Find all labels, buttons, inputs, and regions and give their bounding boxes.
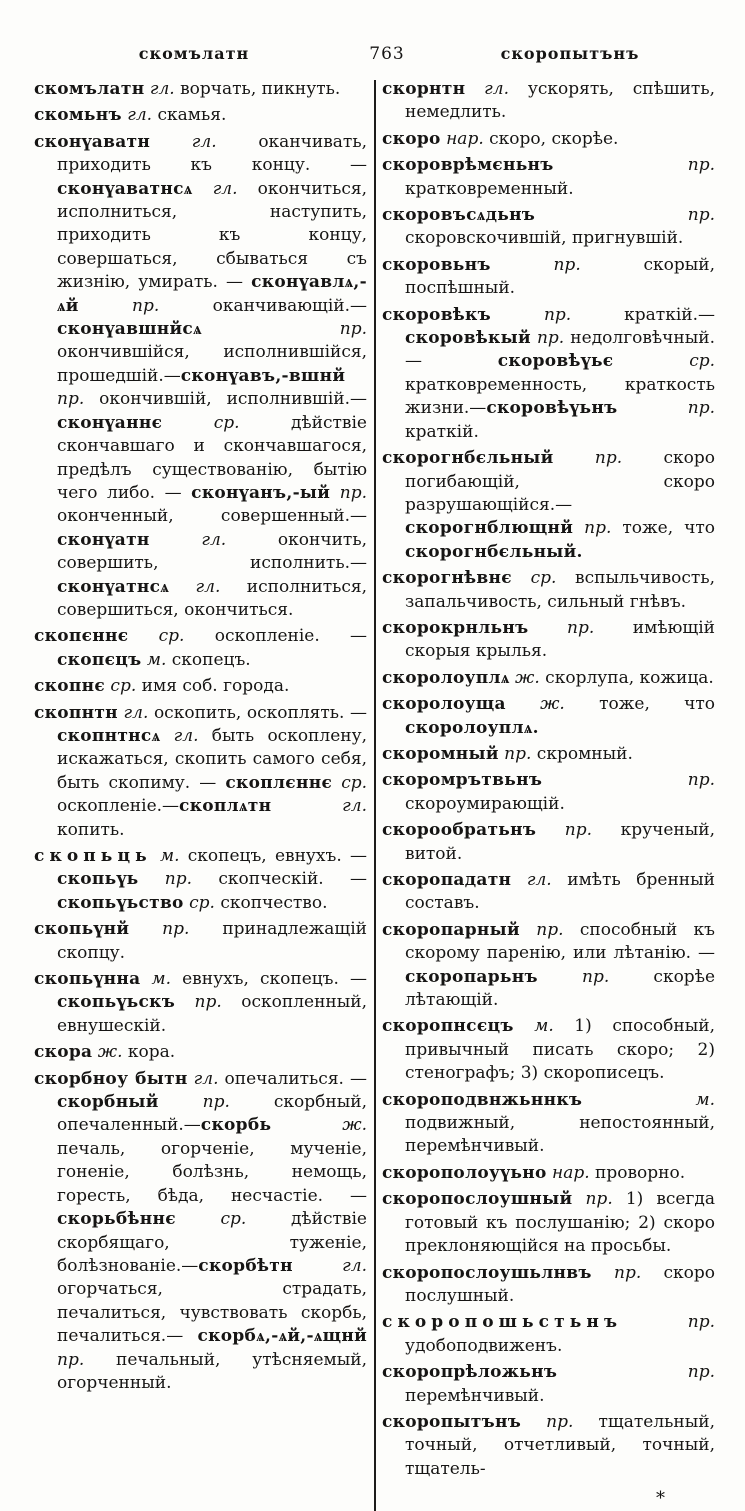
headword: скорогнбєльный: [382, 448, 554, 469]
definition-text: оскопить, оскоплять. —: [148, 702, 367, 723]
headword: скоплѧтн: [179, 796, 272, 817]
headword: сконүаватн: [34, 131, 151, 152]
headword: сконүавлѧ,-ѧй: [57, 272, 367, 316]
grammar-abbreviation: пр.: [542, 770, 715, 791]
headword: скоровѣүьє: [497, 351, 614, 372]
headword: скорогнбєльный.: [405, 541, 583, 562]
grammar-abbreviation: пр.: [57, 1349, 85, 1370]
grammar-abbreviation: пр.: [201, 319, 367, 340]
definition-text: способный къ скорому паренію, или лѣтанію. —: [405, 919, 715, 964]
headword: сконүаннє: [57, 412, 163, 433]
definition-text: тоже, что: [611, 518, 715, 539]
grammar-abbreviation: гл.: [187, 1068, 219, 1089]
grammar-abbreviation: ср.: [613, 351, 715, 372]
dictionary-entry: [382, 693, 715, 740]
grammar-abbreviation: пр.: [57, 389, 85, 410]
page-number: 763: [369, 44, 405, 64]
headword: скоропытънъ: [382, 1411, 522, 1432]
dictionary-entry: [34, 131, 367, 623]
headword: скоропарьнъ: [405, 966, 538, 987]
headword: скопнтнсѧ: [57, 725, 161, 746]
definition-text: печаль, огорченіе, мученіе, гоненіе, болѣзнь, немощь, горесть, бѣда, несчастіе. —: [57, 1138, 367, 1206]
grammar-abbreviation: нар.: [440, 128, 484, 149]
headword: сконүатн: [57, 529, 150, 550]
grammar-abbreviation: гл.: [192, 178, 238, 199]
definition-text: оканчивающій.—: [159, 295, 367, 316]
headword: скоровъсѧдьнъ: [382, 205, 536, 226]
dictionary-entry: [382, 567, 715, 614]
definition-text: скоровскочившій, пригнувшій.: [405, 228, 684, 249]
dictionary-entry: [382, 254, 715, 301]
definition-text: подвижный, непостоянный, перемѣнчивый.: [405, 1113, 715, 1157]
definition-text: скорбный, опечаленный.—: [57, 1092, 368, 1136]
grammar-abbreviation: м.: [141, 649, 167, 670]
text-columns: [34, 78, 721, 1511]
headword: сконүавъ,-вшнй: [180, 365, 346, 386]
definition-text: имѣть бренный составъ.: [405, 870, 715, 914]
dictionary-entry: [382, 919, 715, 1013]
definition-text: огорчаться, страдать, печалиться, чувствовать скорбь, печалиться.—: [57, 1279, 367, 1347]
headword: сконүавшнйсѧ: [57, 319, 202, 340]
headword: скоролоуплѧ: [382, 667, 510, 688]
definition-text: оканчивать, приходить къ концу. —: [57, 131, 367, 176]
headword: скорополоуүьно: [382, 1162, 547, 1183]
definition-text: окончиться, исполниться, наступить, приходить къ концу, совершаться, сбываться съ жизнію, умирать. —: [57, 178, 367, 293]
grammar-abbreviation: пр.: [553, 448, 623, 469]
definition-text: крученый, витой.: [405, 820, 715, 864]
headword: скорогнѣвнє: [382, 568, 512, 589]
grammar-abbreviation: м.: [151, 846, 180, 866]
definition-text: скорый, поспѣшный.: [405, 254, 715, 299]
grammar-abbreviation: гл.: [117, 702, 149, 723]
dictionary-entry: [34, 1041, 367, 1064]
grammar-abbreviation: пр.: [617, 398, 715, 419]
right-column: [382, 78, 715, 1511]
grammar-abbreviation: нар.: [546, 1162, 590, 1183]
grammar-abbreviation: м.: [513, 1016, 554, 1037]
grammar-abbreviation: гл.: [144, 79, 175, 99]
grammar-abbreviation: пр.: [330, 482, 367, 503]
dictionary-entry: [34, 625, 367, 672]
grammar-abbreviation: ср.: [511, 568, 557, 589]
headword: скопьүь: [57, 869, 139, 890]
dictionary-entry: [34, 1068, 367, 1396]
definition-text: кратковременность, краткость жизни.—: [405, 374, 715, 419]
dictionary-entry: [382, 1411, 715, 1481]
dictionary-entry: [382, 1361, 715, 1408]
grammar-abbreviation: ср.: [105, 676, 137, 697]
definition-text: скромный.: [531, 743, 633, 764]
definition-text: скопецъ.: [166, 649, 251, 670]
grammar-abbreviation: гл.: [149, 529, 227, 550]
grammar-abbreviation: м.: [140, 969, 172, 990]
dictionary-entry: [382, 78, 715, 125]
headword: скоролоуща: [382, 694, 506, 715]
definition-text: быть оскоплену, искажаться, скопить самого себя, быть скопиму. —: [57, 725, 367, 793]
headword: скорбноу бытн: [34, 1068, 188, 1089]
headword: сконүаватнсѧ: [57, 178, 193, 199]
definition-text: ворчать, пикнуть.: [174, 79, 341, 99]
definition-text: скопчество.: [214, 892, 328, 913]
dictionary-entry: [382, 743, 715, 766]
definition-text: исполниться, совершиться, окончиться.: [57, 576, 367, 620]
headword: скоропослоушьлнвъ: [382, 1262, 592, 1283]
definition-text: принадлежащій скопцу.: [57, 919, 368, 963]
definition-text: вспыльчивость, запальчивость, сильный гнѣвъ.: [405, 568, 715, 612]
dictionary-entry: [382, 128, 715, 151]
definition-text: печальный, утѣсняемый, огорченный.: [57, 1349, 367, 1393]
footnote-asterisk: *: [656, 1488, 665, 1510]
left-column: [34, 78, 367, 1511]
grammar-abbreviation: гл.: [160, 725, 199, 746]
definition-text: оскопленіе.—: [57, 796, 180, 817]
column-divider-rule: [374, 80, 376, 1511]
grammar-abbreviation: ср.: [183, 892, 215, 913]
grammar-abbreviation: пр.: [129, 919, 190, 940]
headword: скоромный: [382, 743, 499, 764]
definition-text: 1) всегда готовый къ послушанію; 2) скоро преклоняющійся на просьбы.: [405, 1189, 716, 1257]
headword: сконүанъ,-ый: [191, 482, 331, 503]
dictionary-entry: [34, 845, 367, 915]
dictionary-entry: [34, 78, 367, 101]
headword: скоропослоушный: [382, 1189, 573, 1210]
definition-text: оскопленіе. —: [184, 626, 367, 647]
dictionary-entry: [34, 918, 367, 965]
dictionary-entry: [382, 204, 715, 251]
dictionary-entry: [382, 1188, 715, 1258]
definition-text: скопческій. —: [192, 869, 368, 890]
running-head-left-keyword: скомълатн: [138, 44, 250, 63]
definition-text: перемѣнчивый.: [405, 1385, 545, 1406]
definition-text: кора.: [122, 1042, 176, 1063]
grammar-abbreviation: ср.: [162, 412, 240, 433]
definition-text: скоро послушный.: [405, 1262, 715, 1306]
definition-text: скамья.: [152, 105, 227, 126]
headword: скоропадатн: [382, 870, 512, 890]
grammar-abbreviation: пр.: [490, 254, 581, 275]
dictionary-entry: [382, 819, 715, 866]
grammar-abbreviation: гл.: [465, 79, 510, 99]
headword: скорокрнльнъ: [382, 617, 529, 638]
dictionary-entry: [382, 304, 715, 444]
definition-text: краткій.: [405, 421, 479, 442]
headword: скорогнблющнй: [405, 518, 574, 539]
headword: скопьүнй: [34, 919, 130, 940]
grammar-abbreviation: ж.: [92, 1042, 123, 1063]
headword: скопнтн: [34, 702, 118, 723]
headword: скорбѧ,-ѧй,-ѧщнй: [197, 1326, 367, 1347]
headword: скорьбѣннє: [57, 1209, 176, 1230]
headword: скопнє: [34, 676, 106, 697]
grammar-abbreviation: ср.: [128, 626, 185, 647]
grammar-abbreviation: пр.: [573, 518, 612, 539]
headword: скорбный: [57, 1092, 159, 1113]
grammar-abbreviation: пр.: [553, 155, 715, 176]
headword: скопьүьскъ: [57, 992, 176, 1013]
definition-text: окончившійся, исполнившійся, прошедшій.—: [57, 342, 367, 386]
running-head-right-keyword: скоропытънъ: [500, 44, 640, 63]
grammar-abbreviation: м.: [582, 1089, 715, 1110]
running-head: [34, 44, 721, 64]
dictionary-entry: [382, 769, 715, 816]
grammar-abbreviation: пр.: [535, 205, 715, 226]
definition-text: краткій.—: [571, 304, 715, 325]
headword: скопьүнна: [34, 969, 141, 990]
dictionary-entry: [382, 617, 715, 664]
headword: скороподвнжьннкъ: [382, 1089, 583, 1110]
grammar-abbreviation: гл.: [169, 576, 221, 597]
definition-text: скорлупа, кожица.: [539, 667, 714, 688]
definition-text: удобоподвиженъ.: [405, 1335, 563, 1356]
grammar-abbreviation: пр.: [536, 820, 593, 841]
headword: скоровѣкъ: [382, 304, 491, 325]
definition-text: скопецъ, евнухъ. —: [179, 846, 367, 866]
headword: скоровѣкый: [405, 328, 531, 349]
dictionary-entry: [34, 104, 367, 127]
definition-text: тщательный, точный, отчетливый, точный, тщатель-: [405, 1411, 715, 1479]
headword: скопєцъ: [57, 649, 142, 670]
definition-text: имя соб. города.: [136, 676, 290, 697]
definition-text: оконченный, совершенный.—: [57, 506, 367, 527]
dictionary-entry: [382, 1262, 715, 1309]
headword: скопьүьство: [57, 892, 184, 913]
definition-text: окончившій, исполнившій.—: [84, 389, 367, 410]
definition-text: недолговѣчный. —: [405, 328, 715, 372]
definition-text: скоро, скорѣе.: [483, 128, 619, 149]
dictionary-entry: [34, 702, 367, 842]
definition-text: 1) способный, привычный писать скоро; 2) стенографъ; 3) скорописецъ.: [405, 1016, 715, 1084]
definition-text: евнухъ, скопецъ. —: [171, 969, 367, 990]
grammar-abbreviation: ср.: [332, 772, 367, 793]
definition-text: окончить, совершить, исполнить.—: [57, 529, 367, 574]
headword: скоплєннє: [225, 772, 333, 793]
headword: скоро: [382, 128, 441, 149]
headword: скоропошьстьнъ: [382, 1312, 623, 1333]
headword: скора: [34, 1042, 93, 1063]
headword: скоровѣүьнъ: [486, 398, 618, 419]
headword: скоролоуплѧ.: [405, 717, 539, 738]
grammar-abbreviation: ж.: [505, 694, 565, 715]
definition-text: опечалиться. —: [218, 1068, 367, 1089]
grammar-abbreviation: пр.: [591, 1262, 642, 1283]
dictionary-entry: [34, 968, 367, 1038]
headword: скорообратьнъ: [382, 820, 537, 841]
grammar-abbreviation: пр.: [158, 1092, 230, 1113]
definition-text: копить.: [57, 819, 125, 840]
headword: скорбѣтн: [198, 1255, 293, 1276]
grammar-abbreviation: пр.: [572, 1189, 613, 1210]
headword: скорнтн: [382, 79, 466, 99]
headword: скомълатн: [34, 79, 145, 99]
definition-text: имѣющій скорыя крылья.: [405, 617, 715, 662]
grammar-abbreviation: пр.: [521, 1411, 574, 1432]
headword: скопьць: [34, 846, 152, 866]
definition-text: ускорять, спѣшить, немедлить.: [405, 79, 715, 123]
grammar-abbreviation: пр.: [622, 1312, 715, 1333]
grammar-abbreviation: ж.: [271, 1115, 367, 1136]
definition-text: дѣйствіе скорбящаго, туженіе, болѣзнованіе.—: [57, 1209, 367, 1276]
definition-text: скороумирающій.: [405, 793, 565, 814]
headword: скоропарный: [382, 919, 520, 940]
definition-text: тоже, что: [564, 694, 715, 715]
headword: сконүатнсѧ: [57, 576, 170, 597]
dictionary-entry: [382, 869, 715, 916]
dictionary-entry: [382, 667, 715, 690]
dictionary-entry: [382, 1015, 715, 1085]
grammar-abbreviation: пр.: [175, 992, 222, 1013]
headword: скопєннє: [34, 626, 129, 647]
grammar-abbreviation: пр.: [557, 1362, 715, 1383]
headword: скоромрътвьнъ: [382, 770, 543, 791]
definition-text: скорѣе лѣтающій.: [405, 966, 716, 1011]
grammar-abbreviation: пр.: [498, 743, 532, 764]
grammar-abbreviation: пр.: [490, 304, 572, 325]
grammar-abbreviation: пр.: [519, 919, 564, 940]
dictionary-entry: [34, 675, 367, 698]
grammar-abbreviation: гл.: [150, 131, 217, 152]
headword: скорбь: [200, 1115, 272, 1136]
grammar-abbreviation: пр.: [138, 869, 193, 890]
grammar-abbreviation: ж.: [509, 667, 540, 688]
grammar-abbreviation: пр.: [537, 966, 610, 987]
dictionary-entry: [382, 1089, 715, 1159]
dictionary-entry: [382, 1311, 715, 1358]
grammar-abbreviation: гл.: [511, 870, 552, 890]
definition-text: дѣйствіе скончавшаго и скончавшагося, предѣлъ существованію, бытію чего либо. —: [57, 412, 367, 503]
headword: скоровьнъ: [382, 254, 491, 275]
headword: скоропрѣложьнъ: [382, 1362, 558, 1383]
grammar-abbreviation: гл.: [292, 1255, 367, 1276]
dictionary-entry: [382, 1162, 715, 1185]
grammar-abbreviation: гл.: [121, 105, 153, 126]
dictionary-entry: [382, 154, 715, 201]
grammar-abbreviation: пр.: [78, 295, 160, 316]
definition-text: проворно.: [589, 1162, 686, 1183]
grammar-abbreviation: ср.: [175, 1209, 247, 1230]
headword: скороврѣмєньнъ: [382, 155, 554, 176]
headword: скоропнсєцъ: [382, 1016, 514, 1037]
headword: скомьнъ: [34, 105, 122, 126]
grammar-abbreviation: гл.: [271, 796, 367, 817]
definition-text: скоро погибающій, скоро разрушающійся.—: [405, 448, 716, 515]
grammar-abbreviation: пр.: [528, 617, 595, 638]
definition-text: кратковременный.: [405, 178, 574, 199]
grammar-abbreviation: пр.: [530, 328, 565, 349]
definition-text: оскопленный, евнушескій.: [57, 992, 368, 1036]
dictionary-entry: [382, 447, 715, 564]
